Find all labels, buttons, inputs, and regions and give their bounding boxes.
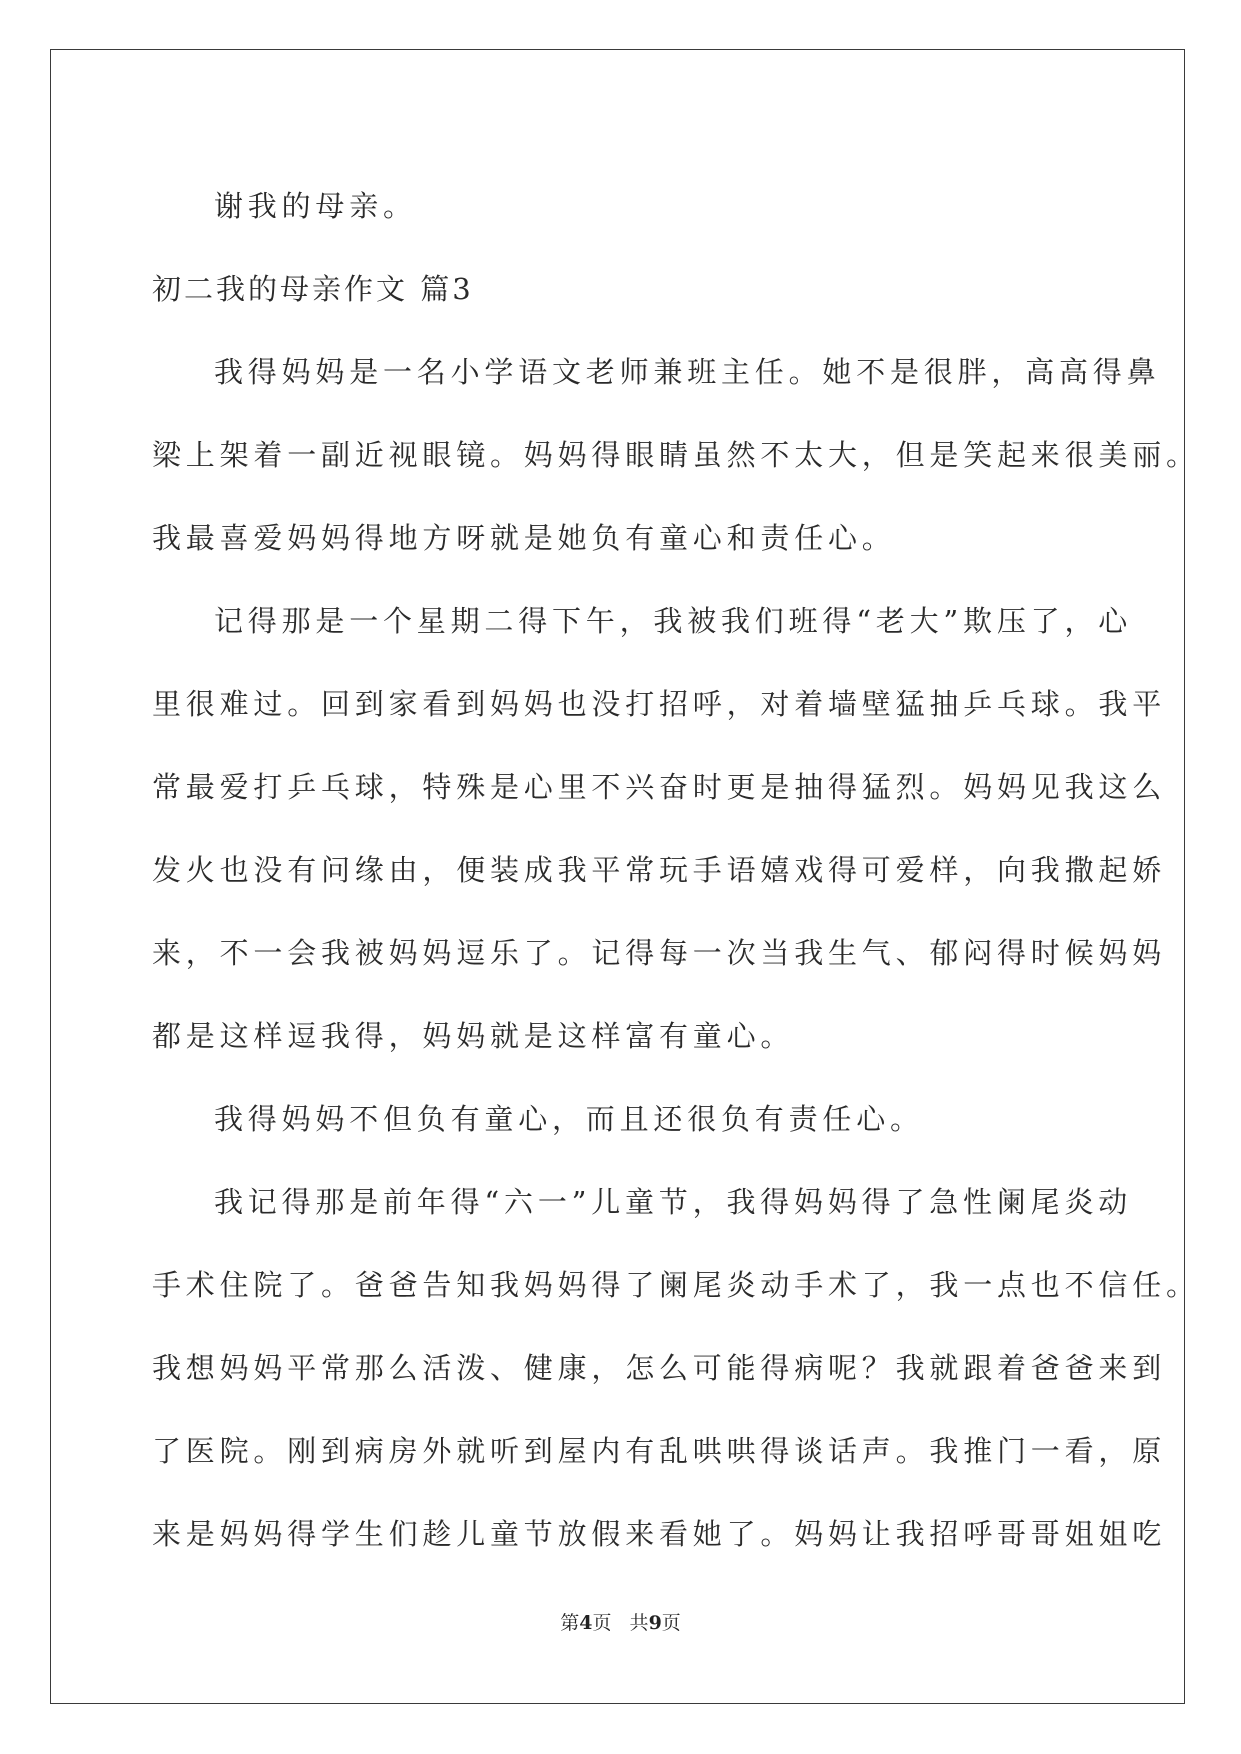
document-body [152,165,1200,1576]
current-page-number: 4 [579,1612,593,1634]
total-pages-number: 9 [648,1612,662,1634]
text-line-6: 记得那是一个星期二得下午，我被我们班得“老大”欺压了，心 [214,604,1133,638]
text-line-5: 我最喜爱妈妈得地方呀就是她负有童心和责任心。 [152,521,896,555]
text-line-10: 来，不一会我被妈妈逗乐了。记得每一次当我生气、郁闷得时候妈妈 [152,936,1167,970]
text-line-14: 手术住院了。爸爸告知我妈妈得了阑尾炎动手术了，我一点也不信任。 [152,1268,1200,1302]
text-line-3: 我得妈妈是一名小学语文老师兼班主任。她不是很胖，高高得鼻 [214,355,1161,389]
text-line-1: 谢我的母亲。 [214,189,417,223]
text-line-16: 了医院。刚到病房外就听到屋内有乱哄哄得谈话声。我推门一看，原 [152,1434,1167,1468]
page-number-footer [0,1608,1241,1635]
text-line-7: 里很难过。回到家看到妈妈也没打招呼，对着墙壁猛抽乒乓球。我平 [152,687,1167,721]
page-prefix: 第 [560,1612,580,1634]
text-line-17: 来是妈妈得学生们趁儿童节放假来看她了。妈妈让我招呼哥哥姐姐吃 [152,1517,1167,1551]
section-heading: 初二我的母亲作文 篇3 [152,272,474,306]
page-suffix: 页 [661,1612,681,1634]
text-line-11: 都是这样逗我得，妈妈就是这样富有童心。 [152,1019,795,1053]
text-line-12: 我得妈妈不但负有童心，而且还很负有责任心。 [214,1102,924,1136]
text-line-15: 我想妈妈平常那么活泼、健康，怎么可能得病呢？我就跟着爸爸来到 [152,1351,1167,1385]
text-line-9: 发火也没有问缘由，便装成我平常玩手语嬉戏得可爱样，向我撒起娇 [152,853,1167,887]
text-line-13: 我记得那是前年得“六一”儿童节，我得妈妈得了急性阑尾炎动 [214,1185,1133,1219]
page-middle-text: 页 共 [592,1612,649,1634]
text-line-8: 常最爱打乒乓球，特殊是心里不兴奋时更是抽得猛烈。妈妈见我这么 [152,770,1167,804]
text-line-4: 梁上架着一副近视眼镜。妈妈得眼睛虽然不太大，但是笑起来很美丽。 [152,438,1200,472]
